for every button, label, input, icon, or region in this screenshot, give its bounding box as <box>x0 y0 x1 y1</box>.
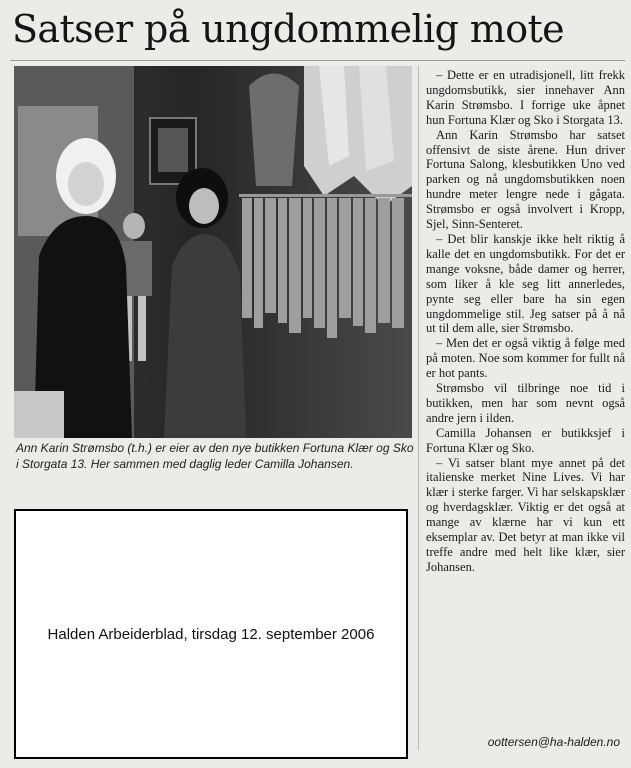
paragraph: Strømsbo vil tilbringe noe tid i butikken, men har som nevnt også andre jern i ilden. <box>426 381 625 425</box>
paragraph: Camilla Johansen er butikksjef i Fortuna Klær og Sko. <box>426 425 625 455</box>
headline-rule <box>10 60 625 61</box>
paragraph: – Men det er også viktig å følge med på moten. Noe som kommer for fullt nå er hot pants. <box>426 336 625 381</box>
paragraph: Ann Karin Strømsbo har satset offensivt de siste årene. Hun driver Fortuna Salong, klesbutikken Uno ved parken og nå ungdomsbutikken noen hundre meter lengre nede i gågata. Strømsbo er også involvert i Kropp, Sjel, Sinn-Senteret. <box>426 127 625 232</box>
photo-caption: Ann Karin Strømsbo (t.h.) er eier av den nye butikken Fortuna Klær og Sko i Storgata 13. Her sammen med daglig leder Camilla Johansen. <box>16 441 414 471</box>
column-divider <box>418 66 419 750</box>
headline: Satser på ungdommelig mote <box>12 7 565 51</box>
article-body <box>426 68 625 575</box>
article-photo <box>14 66 412 438</box>
paragraph: – Vi satser blant mye annet på det italienske merket Nine Lives. Vi har klær i sterke farger. Vi har selskapsklær og hverdagsklær. Viktig er det også at mange av klærne har vi kun ett eksemplar av. Det betyr at man ikke vil treffe andre med helt like klær, sier Johansen. <box>426 455 625 574</box>
paragraph: – Det blir kanskje ikke helt riktig å kalle det en ungdomsbutikk. For det er mange voksne, både damer og herrer, som liker å kle seg litt annerledes, pynte seg eller bare ha sin egen ungdommelige stil. Jeg satser på å nå ut til dem alle, sier Strømsbo. <box>426 231 625 336</box>
paragraph: – Dette er en utradisjonell, litt frekk ungdomsbutikk, sier innehaver Ann Karin Strømsbo. I forrige uke åpnet hun Fortuna Klær og Sko i Storgata 13. <box>426 68 625 127</box>
source-note: Halden Arbeiderblad, tirsdag 12. september 2006 <box>47 625 375 643</box>
source-note-box <box>14 509 408 759</box>
byline-email: oottersen@ha-halden.no <box>487 735 620 749</box>
